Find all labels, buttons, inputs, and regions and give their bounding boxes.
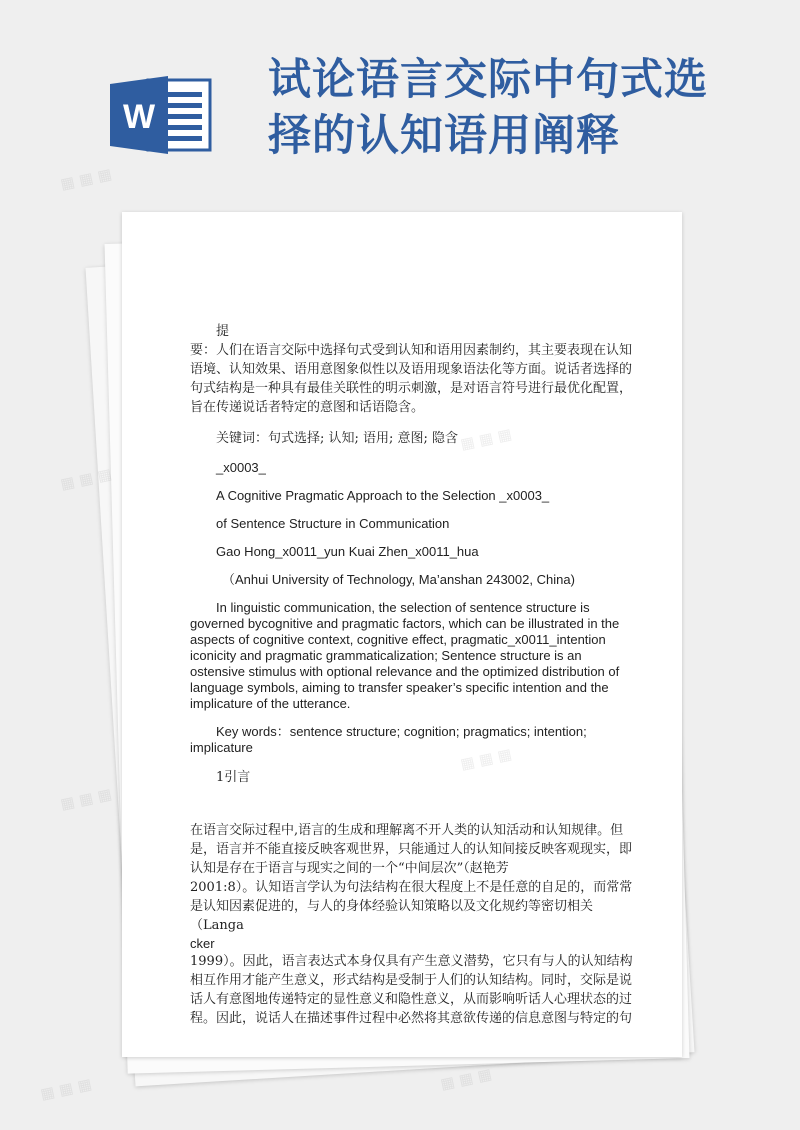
watermark-logo: ▦ ▦ ▦ bbox=[438, 1064, 494, 1094]
watermark-logo: ▦ ▦ ▦ bbox=[58, 464, 114, 494]
abstract-cn: 要：人们在语言交际中选择句式受到认知和语用因素制约，其主要表现在认知语境、认知效果、语用意图象似性以及语用现象语法化等方面。说话者选择的句式结构是一种具有最佳关联性的明示刺激，是对语言符号进行最优化配置，旨在传递说话者特定的意图和话语隐含。 bbox=[190, 343, 633, 415]
body-citation-fragment: cker bbox=[190, 936, 215, 951]
page-title bbox=[268, 52, 768, 164]
title-line-2: 择的认知语用阐释 bbox=[268, 111, 620, 161]
english-title-line-1: A Cognitive Pragmatic Approach to the Selection _x0003_ bbox=[216, 488, 550, 503]
abstract-en: In linguistic communication, the selection of sentence structure is governed bycognitive and pragmatic factors, which can be illustrated in the aspects of cognitive context, cognitive effect, pragmatic_x0011_intention iconicity and pragmatic grammaticalization; Sentence structure is an ostensive stimulus with optional relevance and the optimized distribution of language symbols, aiming to transfer speaker’s specific intention and the implicature of the utterance. bbox=[190, 600, 620, 711]
body-paragraph-3: 1999）。因此，语言表达式本身仅具有产生意义潜势，它只有与人的认知结构相互作用才能产生意义，形式结构是受制于人们的认知结构。同时，交际是说话人有意图地传递特定的显性意义和隐性意义，从而影响听话人心理状态的过程。因此，说话人在描述事件过程中必然将其意欲传递的信息意图与特定的句 bbox=[190, 954, 633, 1026]
document-header bbox=[0, 0, 800, 200]
word-document-icon bbox=[108, 72, 214, 154]
watermark-logo: ▦ ▦ ▦ bbox=[58, 784, 114, 814]
body-paragraph-2-lead: 2001:8）。认知语言学认为句法结构在很大程度上不是任意的自足的，而常常是认知因素促进的，与人的身体经验认知策略以及文化规约等密切相关（Langa bbox=[190, 880, 633, 933]
english-title-line-2: of Sentence Structure in Communication bbox=[216, 516, 450, 531]
document-content bbox=[190, 322, 640, 1028]
keywords-en: Key words：sentence structure; cognition; pragmatics; intention; implicature bbox=[190, 724, 587, 755]
watermark-logo: ▦ ▦ ▦ bbox=[58, 164, 114, 194]
keywords-cn: 关键词：句式选择; 认知; 语用; 意图; 隐含 bbox=[216, 431, 459, 446]
title-line-1: 试论语言交际中句式选 bbox=[268, 55, 708, 105]
watermark-logo: ▦ ▦ ▦ bbox=[38, 1074, 94, 1104]
body-paragraph-1: 在语言交际过程中,语言的生成和理解离不开人类的认知活动和认知规律。但是，语言并不能直接反映客观世界，只能通过人的认知间接反映客观现实，即认知是存在于语言与现实之间的一个“中间层次”（赵艳芳 bbox=[190, 823, 633, 876]
abstract-label: 提 bbox=[216, 324, 230, 339]
code-line: _x0003_ bbox=[216, 460, 266, 475]
section-heading: 1引言 bbox=[216, 770, 251, 785]
authors: Gao Hong_x0011_yun Kuai Zhen_x0011_hua bbox=[216, 544, 479, 559]
word-icon-letter: W bbox=[122, 98, 156, 136]
affiliation: （Anhui University of Technology, Ma’anshan 243002, China) bbox=[222, 572, 575, 587]
